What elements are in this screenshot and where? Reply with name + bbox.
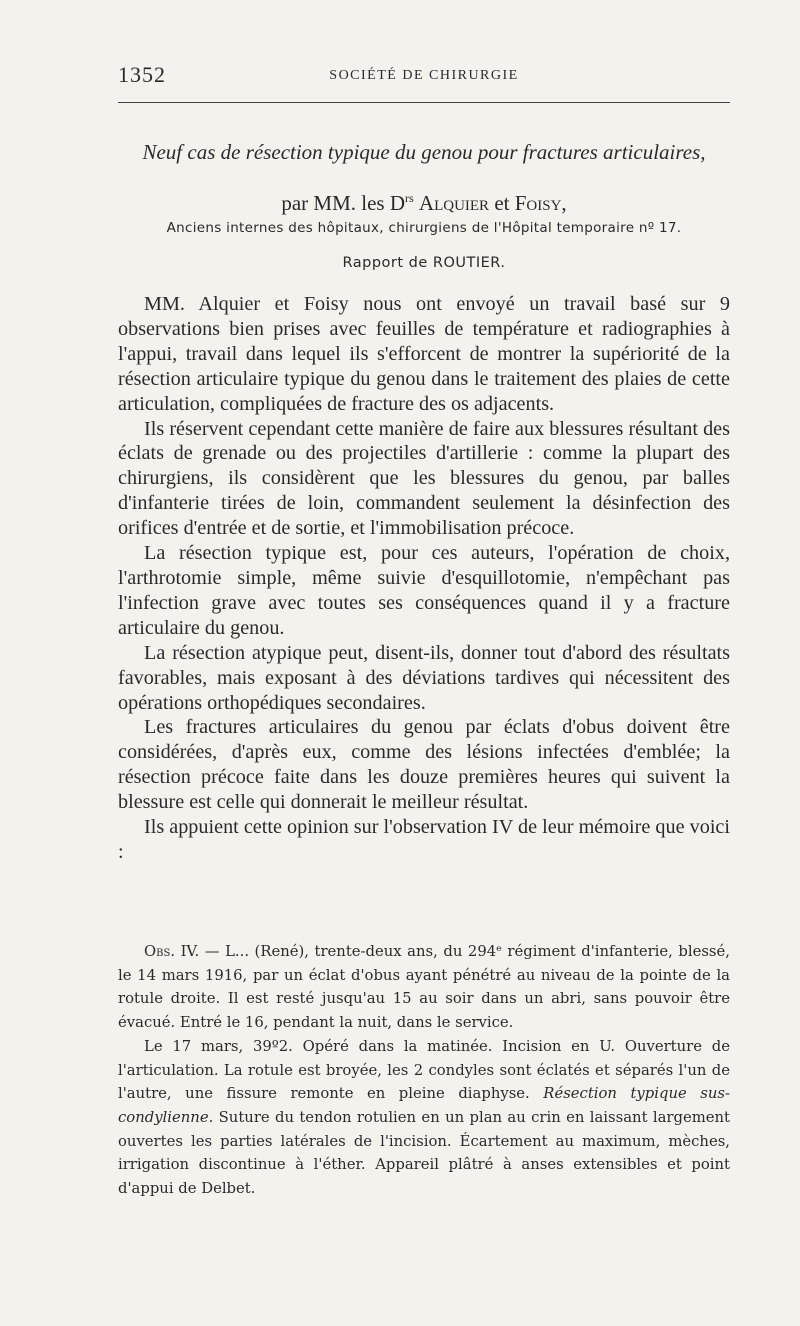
report-line: Rapport de ROUTIER. — [342, 255, 506, 271]
observation-block — [118, 940, 730, 1201]
body-paragraph: Ils réservent cependant cette manière de faire aux blessures résultant des éclats de grenade ou des projectiles d'artillerie : comme la plupart des chirurgiens, ils considèrent que les blessures du genou, par balles d'infanterie tirées de loin, commandent seulement la désinfection des orifices d'entrée et de sortie, et l'immobilisation précoce. — [118, 417, 730, 540]
authors-and: et — [494, 191, 510, 215]
running-head — [118, 62, 730, 92]
observation-text: — L... (René), trente-deux ans, du 294ᵉ régiment d'infanterie, blessé, le 14 mars 1916, par un éclat d'obus ayant pénétré au niveau de la pointe de la rotule droite. Il est resté jusqu'au 15 au soir dans un abri, sans pouvoir être évacué. Entré le 16, pendant la nuit, dans le service. — [118, 943, 730, 1032]
authors-sup: rs — [404, 191, 414, 205]
observation-label: Obs. IV. — [144, 943, 200, 960]
header-rule — [118, 102, 730, 103]
author-foisy: Foisy, — [514, 191, 567, 215]
body-paragraph: Ils appuient cette opinion sur l'observation IV de leur mémoire que voici : — [118, 816, 730, 863]
article-body — [118, 292, 730, 865]
author-affiliation: Anciens internes des hôpitaux, chirurgiens de l'Hôpital temporaire nº 17. — [166, 220, 682, 236]
article-title: Neuf cas de résection typique du genou pour fractures articulaires, — [142, 140, 706, 164]
observation-paragraph — [118, 1035, 730, 1201]
body-paragraph: Les fractures articulaires du genou par éclats d'obus doivent être considérées, d'après eux, comme des lésions infectées d'emblée; la résection précoce faite dans les douze premières heures qui suivent la blessure est celle qui donnerait le meilleur résultat. — [118, 716, 730, 814]
journal-name: SOCIÉTÉ DE CHIRURGIE — [329, 68, 519, 83]
observation-text: Suture du tendon rotulien en un plan au crin en laissant largement ouvertes les parties latérales de l'incision. Écartement au maximum, mèches, irrigation discontinue à l'éther. Appareil plâtré à anses extensibles et point d'appui de Delbet. — [118, 1108, 730, 1198]
authors-prefix: par MM. les D — [281, 191, 405, 215]
observation-paragraph — [118, 940, 730, 1035]
author-alquier: Alquier — [418, 191, 490, 215]
body-paragraph: MM. Alquier et Foisy nous ont envoyé un travail basé sur 9 observations bien prises avec feuilles de température et radiographies à l'appui, travail dans lequel ils s'efforcent de montrer la supériorité de la résection articulaire typique du genou dans le traitement des plaies de cette articulation, compliquées de fracture des os adjacents. — [118, 293, 730, 415]
page-number: 1352 — [118, 62, 166, 87]
article-authors — [118, 191, 730, 216]
body-paragraph: La résection typique est, pour ces auteurs, l'opération de choix, l'arthrotomie simple, même suivie d'esquillotomie, n'empêchant pas l'infection grave avec toutes ses conséquences quand il y a fracture articulaire du genou. — [118, 542, 730, 639]
body-paragraph: La résection atypique peut, disent-ils, donner tout d'abord des résultats favorables, mais exposant à des déviations tardives qui nécessitent des opérations orthopédiques secondaires. — [118, 641, 730, 714]
observation-italic: Résection typique sus-condylienne. — [118, 1085, 730, 1126]
observation-text: Le 17 mars, 39º2. Opéré dans la matinée. Incision en U. Ouverture de l'articulation. La rotule est broyée, les 2 condyles sont éclatés et séparés l'un de l'autre, une fissure remonte en pleine diaphyse. — [118, 1037, 730, 1103]
